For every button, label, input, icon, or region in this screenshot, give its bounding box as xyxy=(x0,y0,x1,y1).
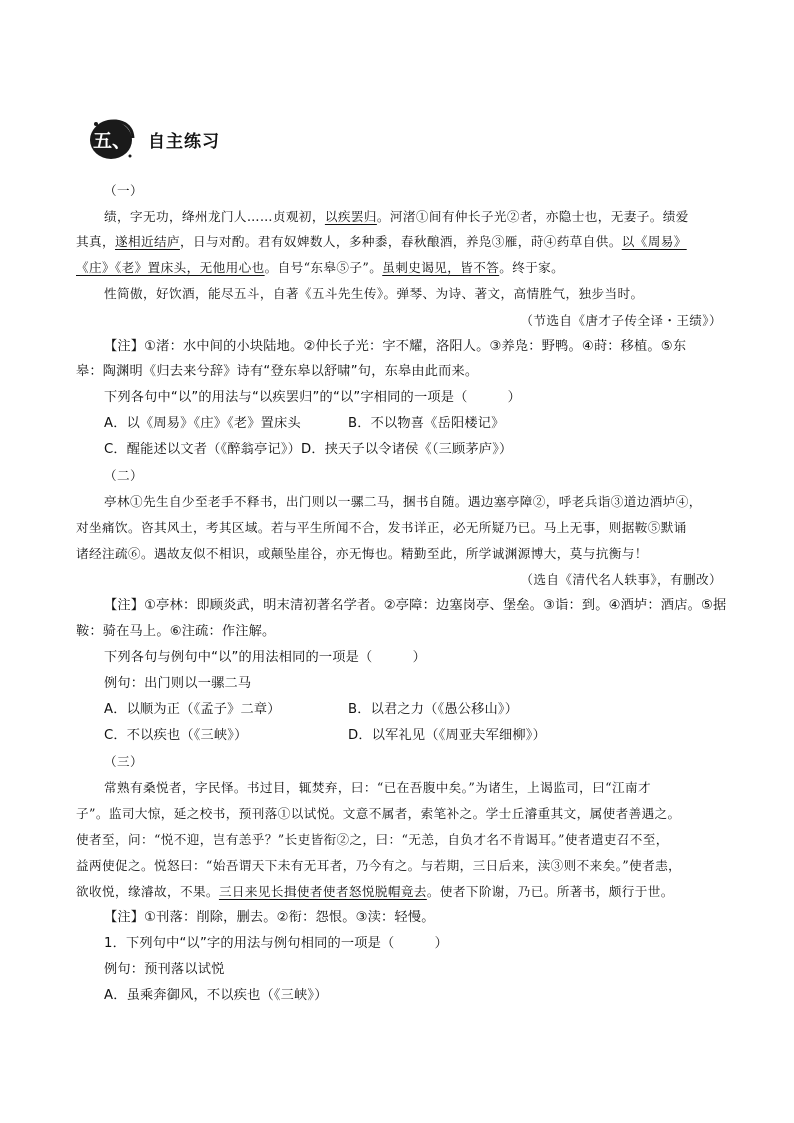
part3-passage-line: 欲收悦，缘濬故，不果。三日来见长揖使者使者怒悦脱帽竟去。使者下阶谢，乃已。所著书，颇行于世。 xyxy=(76,884,674,899)
part1-passage-line: 其真，遂相近结庐，日与对酌。君有奴婢数人，多种黍，春秋酿酒，养凫③雁，莳④药草自供。以《周易》 xyxy=(76,234,687,249)
part2-note: 【注】①亭林：即顾炎武，明末清初著名学者。②亭障：边塞岗亭、堡垒。③诣：到。④酒垆：酒店。⑤据 xyxy=(104,598,727,613)
part1-question: 下列各句中“以”的用法与“以疾罢归”的“以”字相同的一项是（ ） xyxy=(104,390,522,405)
part1-note: 皋：陶渊明《归去来兮辞》诗有“登东皋以舒啸”句，东皋由此而来。 xyxy=(76,364,479,379)
part2-option-a: A．以顺为正（《孟子》二章） xyxy=(104,702,281,717)
part3-passage-line: 子”。监司大惊，延之校书，预刊落①以试悦。文意不属者，索笔补之。学士丘濬重其文，属使者善遇之。 xyxy=(76,806,681,821)
part1-source: （节选自《唐才子传全译・王绩》） xyxy=(520,313,722,328)
part2-question: 下列各句与例句中“以”的用法相同的一项是（ ） xyxy=(104,650,426,665)
part1-note: 【注】①渚：水中间的小块陆地。②仲长子光：字不耀，洛阳人。③养凫：野鸭。④莳：移植。⑤东 xyxy=(104,339,687,354)
part3-question: 1．下列句中“以”字的用法与例句相同的一项是（ ） xyxy=(104,936,448,951)
part3-label: （三） xyxy=(104,754,143,769)
part2-source: （选自《清代名人轶事》，有删改） xyxy=(520,572,722,587)
section-heading xyxy=(88,116,220,162)
part3-passage-line: 常熟有桑悦者，字民怿。书过目，辄焚弃，曰：“已在吾腹中矣。”为诸生，上谒监司，曰“江南才 xyxy=(104,780,651,795)
part2-option-d: D．以军礼见（《周亚夫军细柳》） xyxy=(348,728,546,743)
part2-example: 例句：出门则以一骡二马 xyxy=(104,676,252,691)
part3-passage-line: 使者至，问：“悦不迎，岂有恙乎？”长吏皆衔②之，曰：“无恙，自负才名不肯谒耳。”使者遣吏召不至， xyxy=(76,832,669,847)
part2-option-c: C．不以疾也（《三峡》） xyxy=(104,728,248,743)
part1-passage-line: 《庄》《老》置床头，无他用心也。自号“东皋⑤子”。虽刺史谒见，皆不答。终于家。 xyxy=(76,260,565,275)
part2-passage-line: 诸经注疏⑥。遇故友似不相识，或颠坠崖谷，亦无悔也。精勤至此，所学诚渊源博大，莫与抗衡与！ xyxy=(76,546,648,561)
part1-passage-line: 绩，字无功，绛州龙门人……贞观初，以疾罢归。河渚①间有仲长子光②者，亦隐士也，无妻子。绩爱 xyxy=(104,209,689,224)
part3-passage-line: 益两使促之。悦怒曰：“始吾谓天下未有无耳者，乃今有之。与若期，三日后来，渎③则不来矣。”使者恚， xyxy=(76,858,682,873)
part1-option-a: A．以《周易》《庄》《老》置床头 xyxy=(104,416,301,431)
part2-note: 鞍：骑在马上。⑥注疏：作注解。 xyxy=(76,624,276,639)
part1-label: （一） xyxy=(104,183,143,198)
section-number: 五、 xyxy=(92,129,131,152)
part2-label: （二） xyxy=(104,468,143,483)
part3-option-a: A．虽乘奔御风，不以疾也（《三峡》） xyxy=(104,988,328,1003)
part3-example: 例句：预刊落以试悦 xyxy=(104,962,225,977)
part1-passage-line: 性简傲，好饮酒，能尽五斗，自著《五斗先生传》。弹琴、为诗、著文，高情胜气，独步当时。 xyxy=(104,286,644,301)
part2-option-b: B．以君之力（《愚公移山》） xyxy=(348,702,519,717)
brush-stroke-icon xyxy=(88,116,136,162)
part3-note: 【注】①刊落：削除，删去。②衔：怨恨。③渎：轻慢。 xyxy=(104,910,435,925)
part1-option-cd: C．醒能述以文者（《醉翁亭记》）D．挟天子以令诸侯《（三顾茅庐》） xyxy=(104,442,513,457)
part2-passage-line: 对坐痛饮。咨其风土，考其区域。若与平生所闻不合，发书详正，必无所疑乃已。马上无事，则据鞍⑤默诵 xyxy=(76,520,687,535)
part2-passage-line: 亭林①先生自少至老手不释书，出门则以一骡二马，捆书自随。遇边塞亭障②，呼老兵诣③道边酒垆④， xyxy=(104,494,702,509)
part1-option-b: B．不以物喜《岳阳楼记》 xyxy=(348,416,505,431)
section-title: 自主练习 xyxy=(148,131,220,152)
